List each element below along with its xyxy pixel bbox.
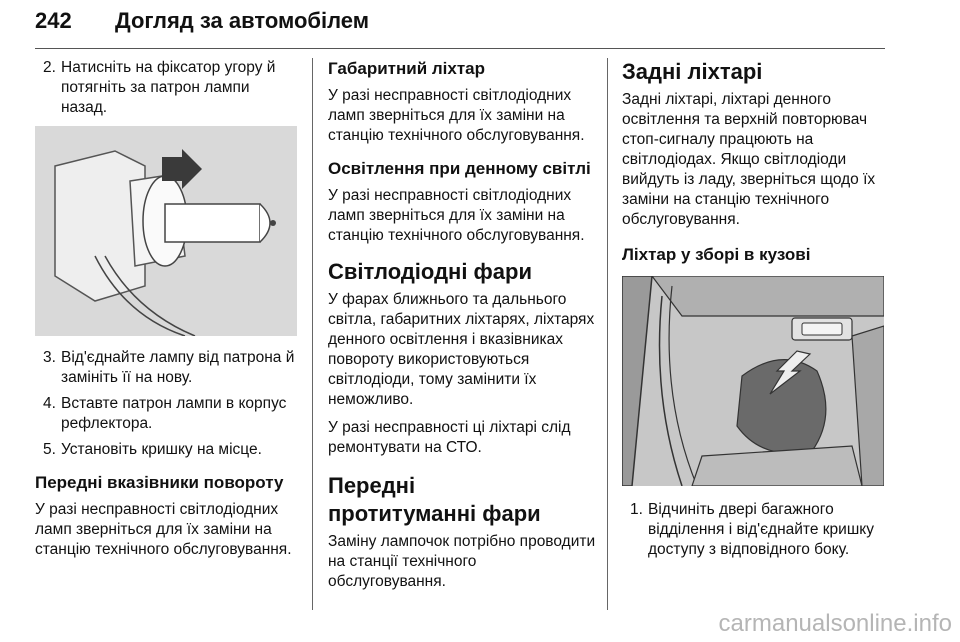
section-body: Заміну лампочок потрібно проводити на станції технічного обслуговування. (328, 533, 596, 590)
list-item-step-5 (35, 440, 297, 460)
section-body: У разі несправності світлодіодних ламп зверніться для їх заміни на станцію технічного обслуговування. (35, 501, 292, 558)
steps-list (622, 500, 887, 560)
list-item-step-3 (35, 348, 297, 388)
section-body: У разі несправності ці ліхтарі слід ремонтувати на СТО. (328, 419, 571, 456)
trunk-panel-drawing (622, 276, 884, 486)
section-body: У разі несправності світлодіодних ламп зверніться для їх заміни на станцію технічного обслуговування. (328, 187, 585, 244)
section-heading: Передні вказівники повороту (35, 473, 284, 492)
section-body: У разі несправності світлодіодних ламп зверніться для їх заміни на станцію технічного обслуговування. (328, 87, 585, 144)
list-item-step-4 (35, 394, 297, 434)
steps-list-bottom (35, 348, 297, 460)
section-heading: Світлодіодні фари (328, 259, 532, 284)
section-heading: Габаритний ліхтар (328, 59, 486, 78)
step-text: Натисніть на фіксатор угору й потягніть за патрон лампи назад. (61, 59, 276, 116)
header-divider (35, 48, 885, 49)
trunk-interior-illustration (622, 276, 884, 486)
page-title: Догляд за автомобілем (115, 8, 370, 33)
list-item-step-2 (35, 58, 297, 118)
step-number: 3. (43, 349, 56, 366)
bulb-removal-drawing (35, 126, 297, 336)
step-text: Установіть кришку на місце. (61, 441, 262, 458)
step-text: Вставте патрон лампи в корпус рефлектора. (61, 395, 287, 432)
step-number: 1. (630, 501, 643, 518)
section-heading: Задні ліхтарі (622, 59, 763, 84)
step-text: Від'єднайте лампу від патрона й замініть її на нову. (61, 349, 295, 386)
bulb-socket-illustration (35, 126, 297, 336)
step-text: Відчиніть двері багажного відділення і від'єднайте кришку доступу з відповідного боку. (648, 501, 874, 558)
step-number: 5. (43, 441, 56, 458)
watermark: carmanualsonline.info (718, 610, 952, 637)
section-heading: Передні протитуманні фари (328, 473, 541, 526)
section-heading: Ліхтар у зборі в кузові (622, 245, 811, 264)
section-body: Задні ліхтарі, ліхтарі денного освітлення та верхній повторювач стоп-сигналу працюють на світлодіодах. Якщо світлодіоди вийдуть із ладу, зверніться щодо їх заміни на станцію технічного обслуговування. (622, 91, 876, 228)
section-heading: Освітлення при денному світлі (328, 159, 591, 178)
column-2 (328, 58, 598, 592)
column-divider (607, 58, 608, 610)
list-item-step-1 (622, 500, 887, 560)
step-number: 2. (43, 59, 56, 76)
column-divider (312, 58, 313, 610)
steps-list-top (35, 58, 297, 118)
column-1 (35, 58, 297, 560)
page-header (35, 6, 885, 46)
column-3 (622, 58, 887, 560)
section-body: У фарах ближнього та дальнього світла, габаритних ліхтарях, ліхтарях денного освітлення і вказівниках повороту використовуються світлодіоди, тому замінити їх неможливо. (328, 291, 595, 408)
page-number: 242 (35, 8, 72, 33)
step-number: 4. (43, 395, 56, 412)
